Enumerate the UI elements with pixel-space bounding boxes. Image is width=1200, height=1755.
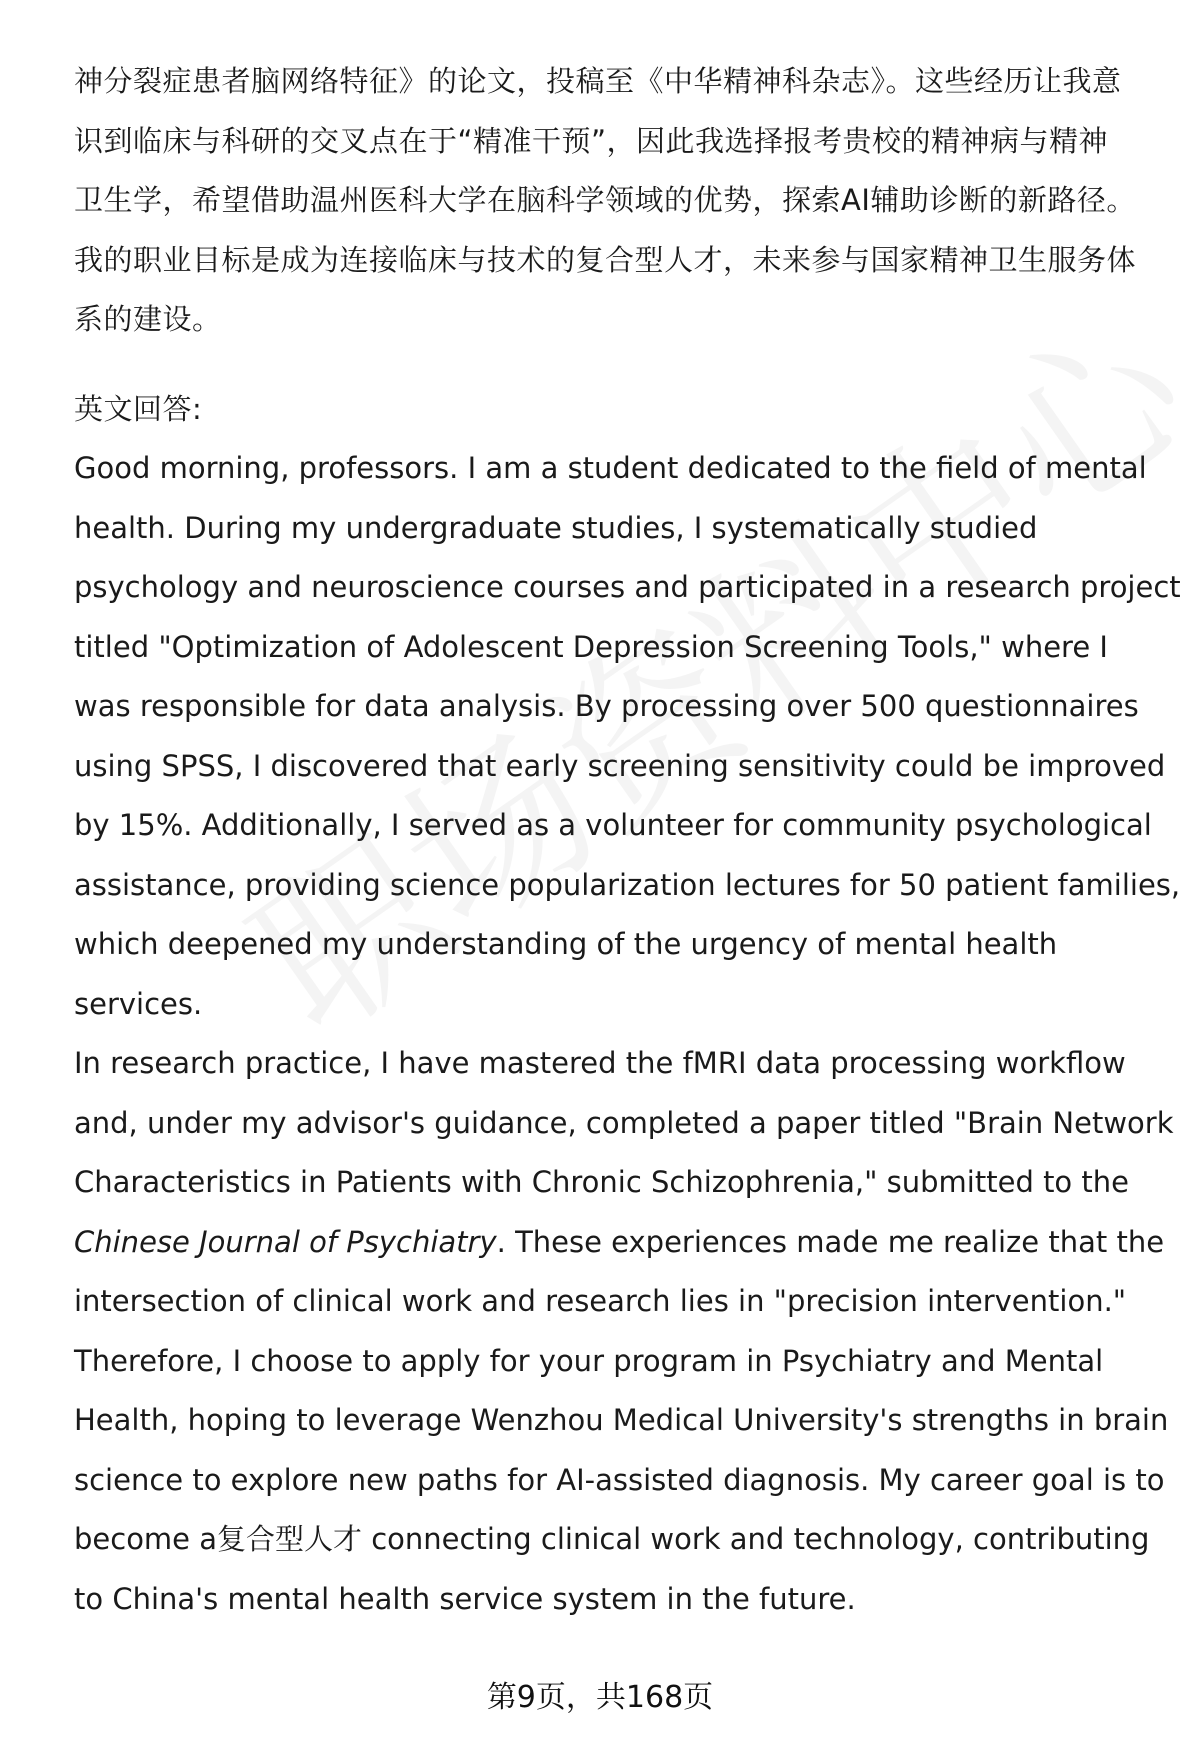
page-number: 第9页，共168页	[486, 1680, 714, 1715]
text-line: In research practice, I have mastered the fMRI data processing workflow	[74, 1046, 1126, 1080]
text-line: was responsible for data analysis. By processing over 500 questionnaires	[74, 689, 1139, 723]
document-body	[74, 52, 1181, 1629]
text-line: by 15%. Additionally, I served as a volunteer for community psychological	[74, 808, 1152, 842]
text-line: and, under my advisor's guidance, completed a paper titled "Brain Network	[74, 1105, 1174, 1140]
text-line: which deepened my understanding of the urgency of mental health	[74, 927, 1058, 961]
text-line: services.	[74, 986, 203, 1021]
text-line: to China's mental health service system in the future.	[74, 1581, 856, 1616]
text-line: 识到临床与科研的交叉点在于“精准干预”，因此我选择报考贵校的精神病与精神	[74, 123, 1109, 158]
text-line: intersection of clinical work and research lies in "precision intervention."	[74, 1284, 1127, 1318]
text-line: 我的职业目标是成为连接临床与技术的复合型人才，未来参与国家精神卫生服务体	[74, 242, 1137, 277]
text-line: using SPSS, I discovered that early screening sensitivity could be improved	[74, 748, 1166, 783]
text-line: titled "Optimization of Adolescent Depression Screening Tools," where I	[74, 629, 1108, 664]
text-line: Characteristics in Patients with Chronic Schizophrenia," submitted to the	[74, 1165, 1129, 1199]
text-line: 系的建设。	[74, 302, 222, 336]
text-line: health. During my undergraduate studies, I systematically studied	[74, 510, 1038, 545]
text-line: assistance, providing science popularization lectures for 50 patient families,	[74, 867, 1181, 902]
text-line: 卫生学，希望借助温州医科大学在脑科学领域的优势，探索AI辅助诊断的新路径。	[74, 183, 1136, 217]
text-line: Good morning, professors. I am a student dedicated to the field of mental	[74, 451, 1147, 485]
text-line: become a复合型人才 connecting clinical work and technology, contributing	[74, 1522, 1150, 1556]
text-line: Health, hoping to leverage Wenzhou Medical University's strengths in brain	[74, 1403, 1169, 1437]
text-line: psychology and neuroscience courses and participated in a research project	[74, 570, 1181, 604]
english-answer-heading: 英文回答:	[74, 391, 203, 426]
text-line: Therefore, I choose to apply for your program in Psychiatry and Mental	[74, 1343, 1104, 1378]
journal-line-rest: . These experiences made me realize that the	[496, 1224, 1165, 1259]
text-line: science to explore new paths for AI-assisted diagnosis. My career goal is to	[74, 1462, 1165, 1497]
journal-name: Chinese Journal of Psychiatry	[74, 1224, 497, 1259]
text-line-journal	[74, 1213, 1165, 1273]
paragraph-gap	[74, 350, 1154, 380]
text-line: 神分裂症患者脑网络特征》的论文，投稿至《中华精神科杂志》。这些经历让我意	[74, 64, 1122, 98]
